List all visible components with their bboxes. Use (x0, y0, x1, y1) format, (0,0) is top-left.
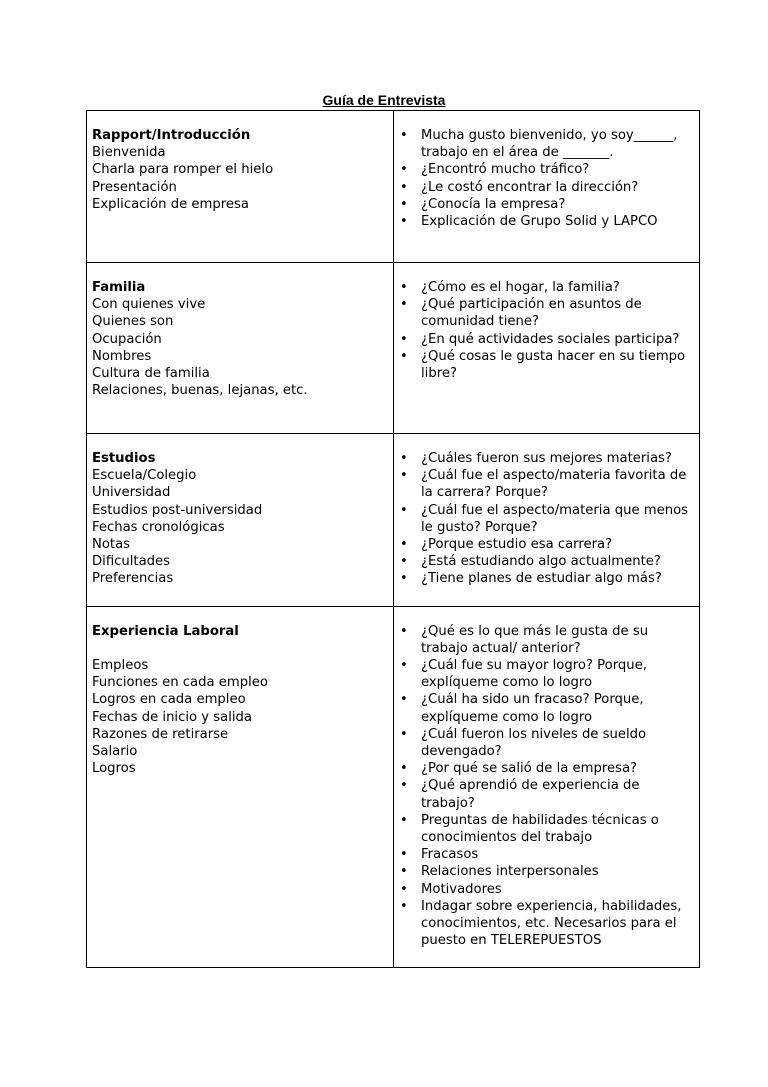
topics-cell (87, 111, 394, 263)
question-item: • ¿Cuál fue su mayor logro? Porque, explíqueme como lo logro (399, 657, 694, 691)
question-item: • ¿Por qué se salió de la empresa? (399, 760, 694, 777)
section-heading: Estudios (92, 451, 156, 466)
topic-item: Charla para romper el hielo (92, 162, 274, 178)
section-heading: Rapport/Introducción (92, 128, 251, 143)
blank-line (92, 640, 388, 657)
topic-item: Relaciones, buenas, lejanas, etc. (92, 383, 308, 399)
question-item: • ¿Qué aprendió de experiencia de trabajo? (399, 777, 694, 811)
topic-item: Salario (92, 744, 138, 760)
question-item: • ¿Está estudiando algo actualmente? (399, 553, 694, 570)
question-list (399, 623, 694, 950)
question-item: • ¿Tiene planes de estudiar algo más? (399, 570, 694, 587)
topic-item: Con quienes vive (92, 297, 206, 313)
section-row-familia (87, 263, 700, 434)
question-list (399, 279, 694, 382)
question-item: • Mucha gusto bienvenido, yo soy______, trabajo en el área de _______. (399, 127, 694, 161)
topic-item: Universidad (92, 485, 171, 501)
questions-cell (394, 434, 700, 607)
question-list (399, 127, 694, 230)
topic-item: Ocupación (92, 331, 162, 347)
question-item: • ¿Cuáles fueron sus mejores materias? (399, 450, 694, 467)
question-item: • Fracasos (399, 846, 694, 863)
topic-item: Empleos (92, 658, 149, 674)
questions-cell (394, 111, 700, 263)
question-item: • ¿Cuál fueron los niveles de sueldo devengado? (399, 726, 694, 760)
topic-item: Escuela/Colegio (92, 468, 197, 484)
topics-cell (87, 434, 394, 607)
question-item: • ¿Qué es lo que más le gusta de su trabajo actual/ anterior? (399, 623, 694, 657)
topic-item: Bienvenida (92, 145, 166, 161)
question-item: • ¿Cuál ha sido un fracaso? Porque, explíqueme como lo logro (399, 691, 694, 725)
interview-guide-table (86, 110, 700, 968)
question-item: • ¿Conocía la empresa? (399, 196, 694, 213)
topic-item: Logros en cada empleo (92, 692, 246, 708)
question-item: • ¿Le costó encontrar la dirección? (399, 179, 694, 196)
question-list (399, 450, 694, 588)
topic-item: Presentación (92, 179, 177, 195)
topic-item: Estudios post-universidad (92, 502, 263, 518)
question-item: • Explicación de Grupo Solid y LAPCO (399, 213, 694, 230)
question-item: • ¿Encontró mucho tráfico? (399, 161, 694, 178)
topic-item: Notas (92, 537, 131, 553)
topics-cell (87, 263, 394, 434)
topic-item: Nombres (92, 348, 152, 364)
topic-item: Cultura de familia (92, 366, 210, 382)
document-title: Guía de Entrevista (322, 92, 446, 108)
section-heading: Familia (92, 280, 146, 295)
question-item: • Indagar sobre experiencia, habilidades, conocimientos, etc. Necesarios para el puesto en TELEREPUESTOS (399, 898, 694, 950)
topic-item: Quienes son (92, 314, 174, 330)
topic-item: Razones de retirarse (92, 726, 229, 742)
topic-item: Explicación de empresa (92, 196, 249, 212)
section-row-rapport (87, 111, 700, 263)
question-item: • ¿En qué actividades sociales participa? (399, 331, 694, 348)
questions-cell (394, 263, 700, 434)
question-item: • ¿Qué participación en asuntos de comunidad tiene? (399, 296, 694, 330)
section-heading: Experiencia Laboral (92, 623, 239, 639)
topic-item: Preferencias (92, 571, 174, 587)
topic-item: Logros (92, 761, 136, 777)
question-item: • ¿Porque estudio esa carrera? (399, 536, 694, 553)
question-item: • ¿Cómo es el hogar, la familia? (399, 279, 694, 296)
question-item: • ¿Qué cosas le gusta hacer en su tiempo libre? (399, 348, 694, 382)
question-item: • Relaciones interpersonales (399, 863, 694, 880)
question-item: • Motivadores (399, 881, 694, 898)
question-item: • ¿Cuál fue el aspecto/materia favorita de la carrera? Porque? (399, 467, 694, 501)
topic-item: Fechas de inicio y salida (92, 709, 252, 725)
section-row-experiencia (87, 606, 700, 968)
topics-cell (87, 606, 394, 968)
topic-item: Funciones en cada empleo (92, 675, 268, 691)
questions-cell (394, 606, 700, 968)
section-row-estudios (87, 434, 700, 607)
topic-item: Fechas cronológicas (92, 519, 225, 535)
question-item: • ¿Cuál fue el aspecto/materia que menos le gusto? Porque? (399, 502, 694, 536)
topic-item: Dificultades (92, 554, 171, 570)
question-item: • Preguntas de habilidades técnicas o conocimientos del trabajo (399, 812, 694, 846)
